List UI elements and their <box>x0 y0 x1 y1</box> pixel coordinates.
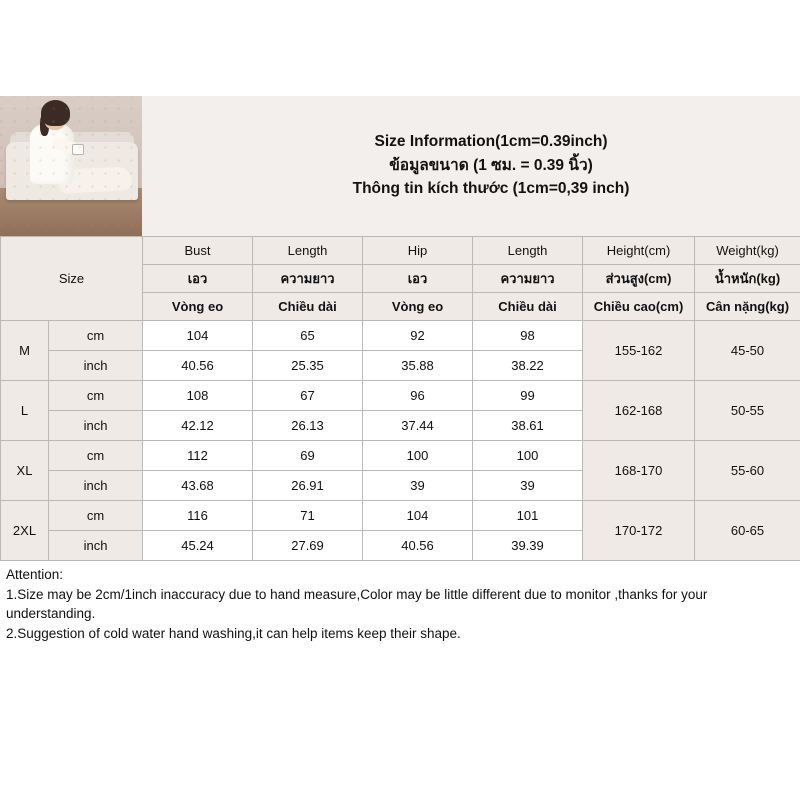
cell-xl-inch-length2: 39 <box>473 471 583 501</box>
cell-xl-height: 168-170 <box>583 441 695 501</box>
chart-header <box>0 96 800 236</box>
col-header-height-en: Height(cm) <box>583 237 695 265</box>
cell-l-cm-length1: 67 <box>253 381 363 411</box>
col-header-height-th: ส่วนสูง(cm) <box>583 265 695 293</box>
cell-l-inch-length1: 26.13 <box>253 411 363 441</box>
col-header-bust-th: เอว <box>143 265 253 293</box>
header-title-block <box>142 96 800 236</box>
cell-xl-inch-length1: 26.91 <box>253 471 363 501</box>
cell-2xl-cm-bust: 116 <box>143 501 253 531</box>
size-label: Size <box>1 237 143 321</box>
photo-pattern-overlay <box>0 96 142 236</box>
attention-line-1: 1.Size may be 2cm/1inch inaccuracy due to hand measure,Color may be little different due to monitor ,thanks for your understanding. <box>6 586 708 622</box>
cell-l-inch-length2: 38.61 <box>473 411 583 441</box>
cell-m-inch-bust: 40.56 <box>143 351 253 381</box>
attention-block <box>0 561 800 651</box>
col-header-hip-th: เอว <box>363 265 473 293</box>
row-unit-inch: inch <box>49 351 143 381</box>
cell-xl-cm-hip: 100 <box>363 441 473 471</box>
cell-m-inch-hip: 35.88 <box>363 351 473 381</box>
cell-l-inch-hip: 37.44 <box>363 411 473 441</box>
cell-m-cm-length2: 98 <box>473 321 583 351</box>
cell-xl-cm-bust: 112 <box>143 441 253 471</box>
table-row <box>1 321 800 351</box>
attention-title: Attention: <box>6 567 64 582</box>
row-unit-inch: inch <box>49 411 143 441</box>
cell-l-cm-hip: 96 <box>363 381 473 411</box>
cell-xl-cm-length1: 69 <box>253 441 363 471</box>
cell-l-cm-bust: 108 <box>143 381 253 411</box>
row-unit-cm: cm <box>49 501 143 531</box>
cell-l-cm-length2: 99 <box>473 381 583 411</box>
cell-l-inch-bust: 42.12 <box>143 411 253 441</box>
cell-m-cm-length1: 65 <box>253 321 363 351</box>
col-header-length1-th: ความยาว <box>253 265 363 293</box>
table-header-row-en <box>1 237 800 265</box>
col-header-length2-vi: Chiều dài <box>473 293 583 321</box>
row-size-2xl: 2XL <box>1 501 49 561</box>
cell-xl-cm-length2: 100 <box>473 441 583 471</box>
cell-l-weight: 50-55 <box>695 381 800 441</box>
table-row <box>1 441 800 471</box>
cell-2xl-cm-hip: 104 <box>363 501 473 531</box>
row-unit-cm: cm <box>49 381 143 411</box>
table-row <box>1 501 800 531</box>
col-header-weight-vi: Cân nặng(kg) <box>695 293 800 321</box>
row-unit-inch: inch <box>49 471 143 501</box>
table-row <box>1 381 800 411</box>
cell-m-height: 155-162 <box>583 321 695 381</box>
cell-m-weight: 45-50 <box>695 321 800 381</box>
size-chart <box>0 96 800 651</box>
title-vi: Thông tin kích thước (1cm=0,39 inch) <box>352 180 630 198</box>
col-header-weight-en: Weight(kg) <box>695 237 800 265</box>
cell-2xl-cm-length2: 101 <box>473 501 583 531</box>
cell-2xl-cm-length1: 71 <box>253 501 363 531</box>
cell-2xl-inch-length1: 27.69 <box>253 531 363 561</box>
cell-2xl-height: 170-172 <box>583 501 695 561</box>
cell-m-inch-length1: 25.35 <box>253 351 363 381</box>
col-header-height-vi: Chiều cao(cm) <box>583 293 695 321</box>
cell-m-cm-bust: 104 <box>143 321 253 351</box>
title-th: ข้อมูลขนาด (1 ซม. = 0.39 นิ้ว) <box>389 156 593 174</box>
row-unit-inch: inch <box>49 531 143 561</box>
product-photo <box>0 96 142 236</box>
cell-xl-inch-hip: 39 <box>363 471 473 501</box>
col-header-weight-th: น้ำหนัก(kg) <box>695 265 800 293</box>
cell-m-cm-hip: 92 <box>363 321 473 351</box>
row-size-xl: XL <box>1 441 49 501</box>
row-unit-cm: cm <box>49 441 143 471</box>
cell-l-height: 162-168 <box>583 381 695 441</box>
col-header-hip-en: Hip <box>363 237 473 265</box>
cell-2xl-inch-length2: 39.39 <box>473 531 583 561</box>
cell-xl-inch-bust: 43.68 <box>143 471 253 501</box>
cell-2xl-inch-hip: 40.56 <box>363 531 473 561</box>
cell-xl-weight: 55-60 <box>695 441 800 501</box>
cell-2xl-weight: 60-65 <box>695 501 800 561</box>
col-header-bust-en: Bust <box>143 237 253 265</box>
cell-m-inch-length2: 38.22 <box>473 351 583 381</box>
size-table <box>0 236 800 561</box>
col-header-length2-en: Length <box>473 237 583 265</box>
attention-line-2: 2.Suggestion of cold water hand washing,it can help items keep their shape. <box>6 625 461 641</box>
col-header-length1-en: Length <box>253 237 363 265</box>
row-size-l: L <box>1 381 49 441</box>
row-unit-cm: cm <box>49 321 143 351</box>
col-header-bust-vi: Vòng eo <box>143 293 253 321</box>
cell-2xl-inch-bust: 45.24 <box>143 531 253 561</box>
col-header-hip-vi: Vòng eo <box>363 293 473 321</box>
title-en: Size Information(1cm=0.39inch) <box>374 132 608 150</box>
col-header-length2-th: ความยาว <box>473 265 583 293</box>
col-header-length1-vi: Chiều dài <box>253 293 363 321</box>
row-size-m: M <box>1 321 49 381</box>
